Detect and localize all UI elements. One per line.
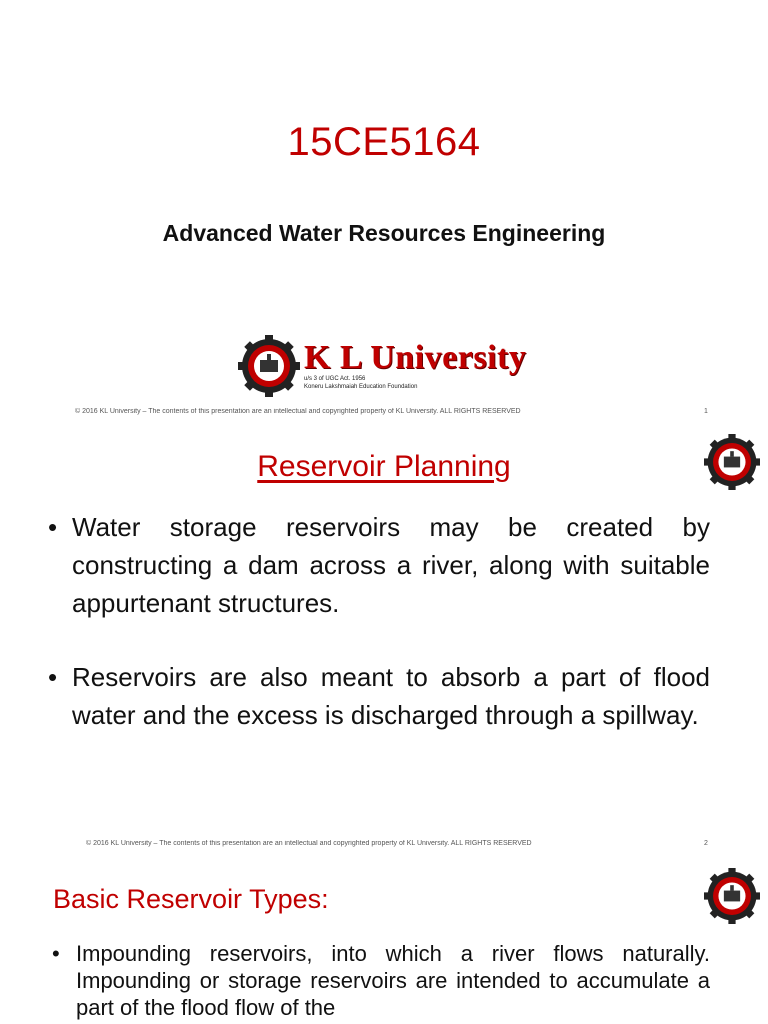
slide-3	[0, 862, 768, 1024]
bullet-list	[48, 508, 710, 734]
list-item: • Water storage reservoirs may be created by constructing a dam across a river, along with suitable appurtenant structures.	[48, 508, 710, 622]
course-code: 15CE5164	[287, 120, 481, 164]
brand-name: K L University	[304, 339, 527, 376]
slide-title: Reservoir Planning	[257, 450, 511, 483]
page-number: 2	[704, 840, 708, 847]
brand-sub-line-2: Koneru Lakshmaiah Education Foundation	[304, 384, 418, 390]
copyright-footer: © 2016 KL University – The contents of this presentation are an intellectual and copyrighted property of KL University. ALL RIGHTS RESERVED	[86, 840, 532, 847]
list-item: • Reservoirs are also meant to absorb a part of flood water and the excess is discharged through a spillway.	[48, 658, 710, 734]
page-number: 1	[704, 408, 708, 415]
brand-block	[304, 341, 526, 391]
slide-1	[0, 0, 768, 430]
copyright-footer: © 2016 KL University – The contents of this presentation are an intellectual and copyrighted property of KL University. ALL RIGHTS RESERVED	[75, 408, 521, 415]
kl-university-gear-seal-icon	[238, 335, 300, 397]
university-logo	[238, 335, 526, 397]
brand-sub-line-1: u/s 3 of UGC Act. 1956	[304, 376, 366, 382]
slide-2	[0, 430, 768, 862]
slide-title: Basic Reservoir Types:	[53, 884, 329, 914]
bullet-list	[52, 940, 710, 1021]
course-title: Advanced Water Resources Engineering	[162, 220, 606, 246]
list-item: • Impounding reservoirs, into which a river flows naturally. Impounding or storage reservoirs are intended to accumulate a part of the flood flow of the	[52, 940, 710, 1021]
kl-university-gear-seal-icon	[704, 868, 760, 924]
